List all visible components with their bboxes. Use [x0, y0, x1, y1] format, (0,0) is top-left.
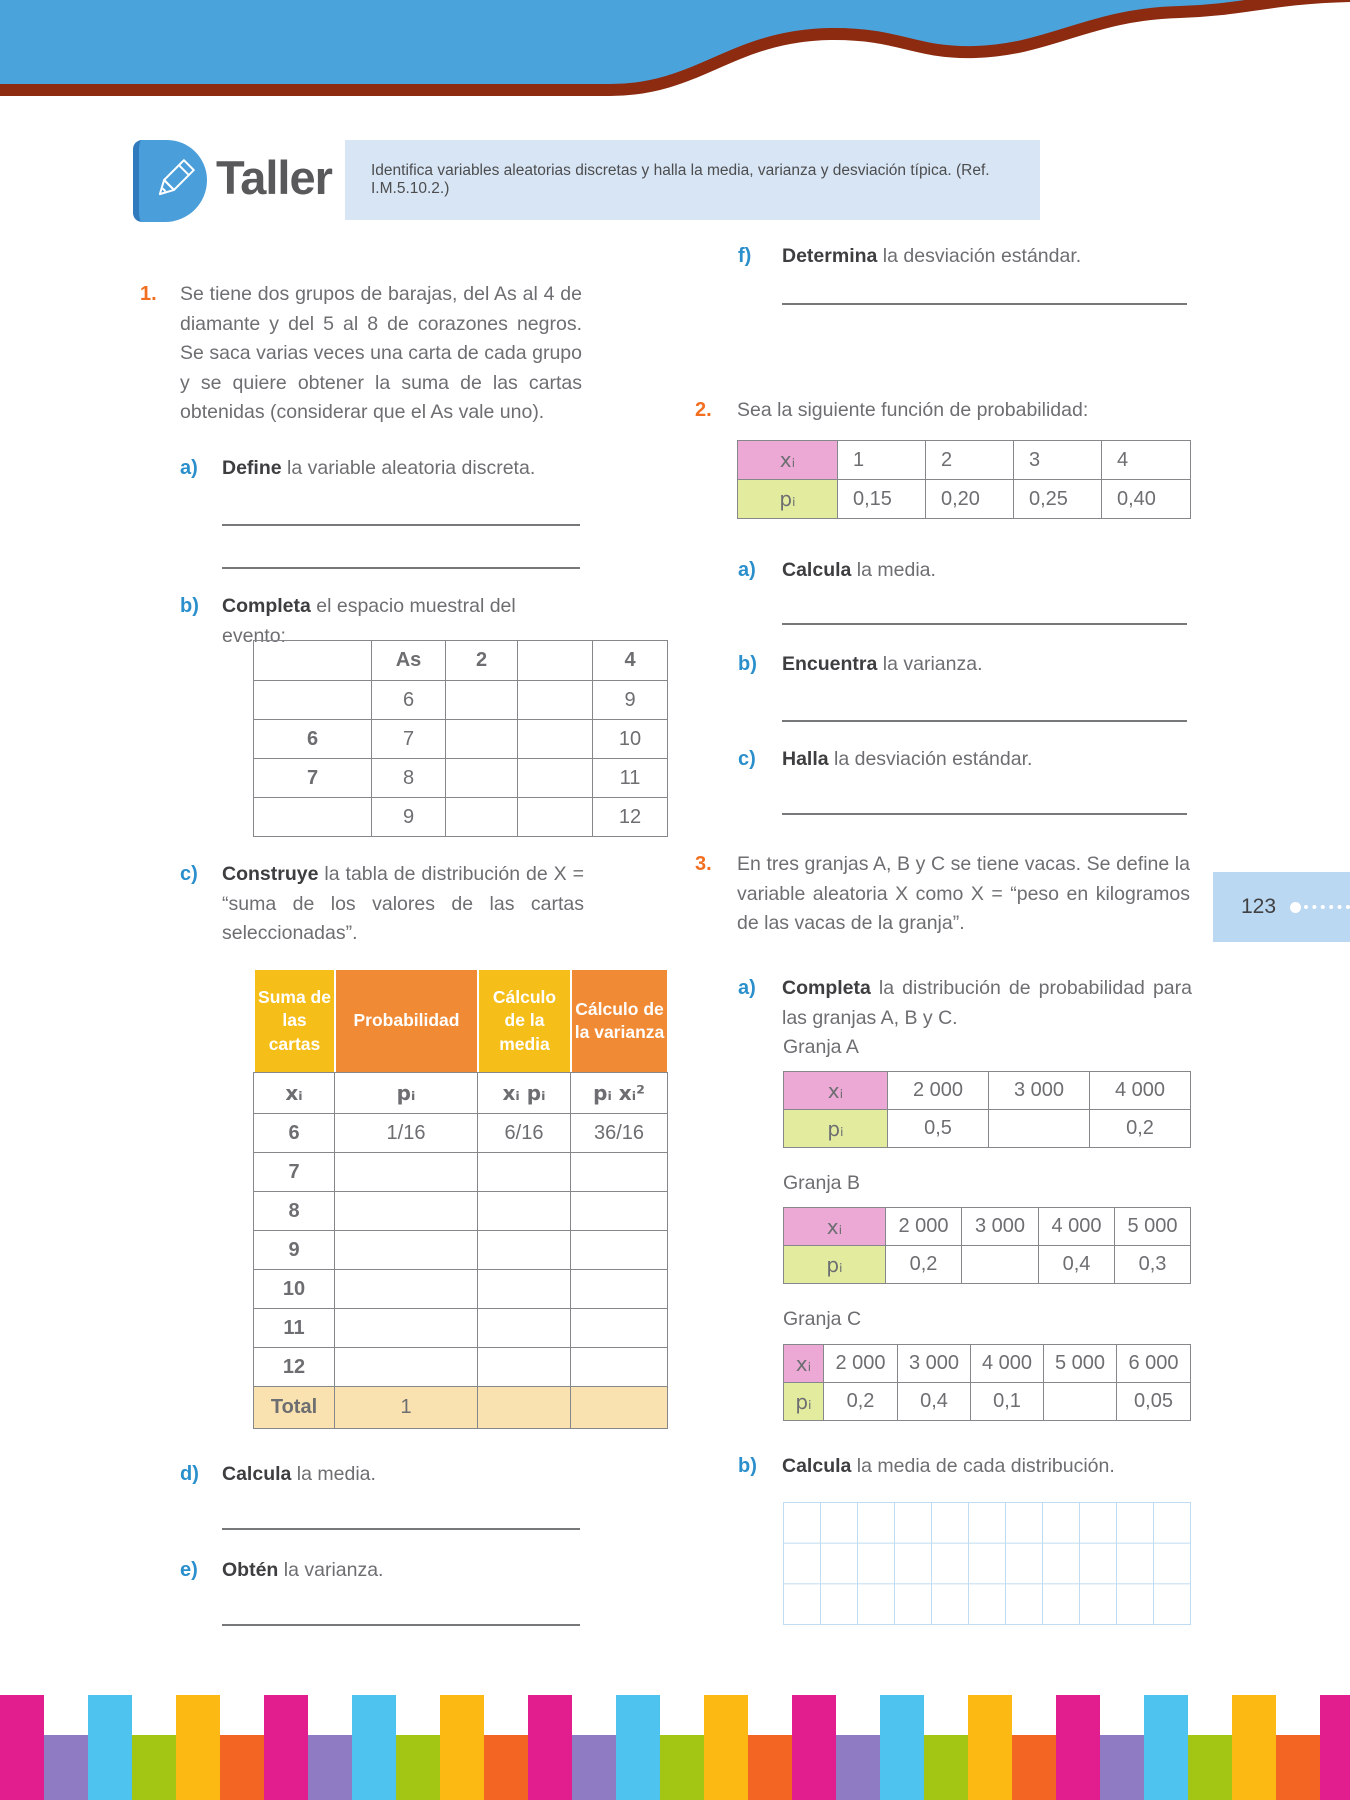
cell: 0,40: [1102, 480, 1191, 519]
cell: [518, 759, 593, 798]
answer-line: [782, 813, 1187, 815]
cell: 6 000: [1117, 1345, 1191, 1383]
row-label: xᵢ: [784, 1208, 886, 1246]
cell: [1044, 1383, 1117, 1421]
answer-line: [782, 623, 1187, 625]
cell: 0,3: [1115, 1246, 1191, 1284]
page-title: Taller: [216, 151, 332, 204]
exercise-statement: Sea la siguiente función de probabilidad:: [737, 399, 1089, 421]
cell: [335, 1348, 478, 1387]
cell: 1/16: [335, 1114, 478, 1153]
pencil-icon: [150, 156, 198, 204]
row-label: xᵢ: [738, 441, 838, 480]
cell: 0,4: [1039, 1246, 1115, 1284]
cell: 10: [254, 1270, 335, 1309]
cell: 2 000: [886, 1208, 962, 1246]
cell: 10: [593, 720, 668, 759]
cell: 9: [372, 798, 446, 837]
part-text: la desviación estándar.: [877, 245, 1082, 267]
column-header: Cálculo de la media: [478, 969, 571, 1073]
cell: 3 000: [962, 1208, 1039, 1246]
farm-b-title: Granja B: [783, 1172, 860, 1194]
cell: [478, 1153, 571, 1192]
part-2b: [738, 650, 1190, 680]
exercise-number: 1.: [140, 283, 157, 305]
cell: 0,15: [838, 480, 926, 519]
farm-b-table: [783, 1207, 1191, 1284]
part-label: a): [738, 977, 756, 999]
part-1f: [738, 242, 1190, 272]
row-label: pᵢ: [738, 480, 838, 519]
cell: [335, 1309, 478, 1348]
cell: [254, 681, 372, 720]
part-text: la varianza.: [877, 653, 983, 675]
cell: 0,4: [898, 1383, 971, 1421]
total-cell: [571, 1387, 668, 1429]
answer-line: [222, 524, 580, 526]
keyword: Obtén: [222, 1559, 279, 1581]
answer-line: [782, 720, 1187, 722]
part-text: la variable aleatoria discreta.: [281, 457, 536, 479]
cell: 12: [593, 798, 668, 837]
cell: 0,25: [1014, 480, 1102, 519]
cell: 11: [593, 759, 668, 798]
cell: [518, 798, 593, 837]
part-1e: [180, 1556, 582, 1586]
cell: 4: [593, 641, 668, 681]
farm-a-title: Granja A: [783, 1036, 859, 1058]
cell: [478, 1348, 571, 1387]
cell: [478, 1309, 571, 1348]
keyword: Construye: [222, 863, 319, 885]
cell: 5 000: [1044, 1345, 1117, 1383]
cell: [571, 1309, 668, 1348]
cell: [478, 1192, 571, 1231]
cell: 11: [254, 1309, 335, 1348]
total-cell: [478, 1387, 571, 1429]
cell: [571, 1153, 668, 1192]
cell: [335, 1192, 478, 1231]
exercise-2: [695, 396, 1190, 426]
part-1d: [180, 1460, 582, 1490]
taller-icon-badge: [133, 140, 207, 222]
cell: 8: [372, 759, 446, 798]
part-label: b): [738, 653, 757, 675]
cell: [446, 681, 518, 720]
part-text: la media de cada distribución.: [851, 1455, 1115, 1477]
probability-table: [737, 440, 1191, 519]
cell: [335, 1270, 478, 1309]
part-label: e): [180, 1559, 198, 1581]
cell: 0,2: [1090, 1110, 1191, 1148]
distribution-table-body: [253, 1072, 668, 1429]
part-text: la distribución de probabilidad para las granjas A, B y C.: [782, 977, 1192, 1029]
cell: 6/16: [478, 1114, 571, 1153]
symbol-cell: xᵢ pᵢ: [478, 1073, 571, 1114]
cell: [571, 1231, 668, 1270]
cell: 2: [926, 441, 1014, 480]
part-text: la desviación estándar.: [828, 748, 1033, 770]
cell: [446, 759, 518, 798]
part-label: d): [180, 1463, 199, 1485]
cell: [962, 1246, 1039, 1284]
sample-space-table: [253, 640, 668, 837]
cell: [335, 1231, 478, 1270]
cell: 2: [446, 641, 518, 681]
cell: 7: [372, 720, 446, 759]
cell: 6: [372, 681, 446, 720]
cell: 0,1: [971, 1383, 1044, 1421]
part-text: el espacio muestral del evento:: [222, 595, 516, 647]
farm-c-title: Granja C: [783, 1308, 862, 1330]
cell: [571, 1348, 668, 1387]
exercise-statement: Se tiene dos grupos de barajas, del As al 4 de diamante y del 5 al 8 de corazones negros. Se saca varias veces una carta de cada grupo y se quiere obtener la suma de las cartas obtenidas (considerar que el As vale uno).: [180, 283, 582, 423]
cell: As: [372, 641, 446, 681]
exercise-1: [140, 280, 582, 428]
objective-box: [345, 140, 1040, 220]
cell: [254, 641, 372, 681]
objective-text: Identifica variables aleatorias discretas y halla la media, varianza y desviación típica. (Ref. I.M.5.10.2.): [371, 162, 990, 197]
top-wave-decoration: [0, 0, 1350, 130]
cell: [571, 1270, 668, 1309]
part-3a: [738, 974, 1192, 1033]
part-1c: [180, 860, 584, 949]
keyword: Encuentra: [782, 653, 878, 675]
keyword: Determina: [782, 245, 878, 267]
distribution-table: [253, 968, 669, 1074]
cell: 0,20: [926, 480, 1014, 519]
part-label: f): [738, 245, 752, 267]
part-text: la media.: [851, 559, 936, 581]
exercise-number: 2.: [695, 399, 712, 421]
row-label: pᵢ: [784, 1383, 824, 1421]
cell: 8: [254, 1192, 335, 1231]
farm-a-table: [783, 1071, 1191, 1148]
cell: [335, 1153, 478, 1192]
total-label: Total: [254, 1387, 335, 1429]
farm-c-table: [783, 1344, 1191, 1421]
cell: [518, 681, 593, 720]
column-header: Cálculo de la varianza: [571, 969, 668, 1073]
total-cell: 1: [335, 1387, 478, 1429]
part-1a: [180, 454, 582, 484]
cell: 3 000: [989, 1072, 1090, 1110]
cell: 0,5: [888, 1110, 989, 1148]
cell: 7: [254, 1153, 335, 1192]
part-text: la tabla de distribución de X = “suma de los valores de las cartas seleccionadas”.: [222, 863, 584, 944]
cell: 1: [838, 441, 926, 480]
part-label: b): [180, 595, 199, 617]
cell: [478, 1231, 571, 1270]
part-label: b): [738, 1455, 757, 1477]
part-2a: [738, 556, 1190, 586]
cell: 6: [254, 720, 372, 759]
cell: 6: [254, 1114, 335, 1153]
bottom-bars: [0, 1735, 1350, 1800]
keyword: Calcula: [782, 559, 852, 581]
cell: 0,05: [1117, 1383, 1191, 1421]
answer-line: [222, 567, 580, 569]
part-text: la varianza.: [278, 1559, 384, 1581]
cell: 4 000: [1090, 1072, 1191, 1110]
cell: 36/16: [571, 1114, 668, 1153]
exercise-number: 3.: [695, 853, 712, 875]
part-text: la media.: [291, 1463, 376, 1485]
cell: [518, 641, 593, 681]
column-header: Suma de las cartas: [254, 969, 335, 1073]
row-label: pᵢ: [784, 1246, 886, 1284]
part-label: c): [738, 748, 756, 770]
answer-line: [222, 1528, 580, 1530]
cell: 3: [1014, 441, 1102, 480]
part-label: a): [180, 457, 198, 479]
symbol-cell: pᵢ: [335, 1073, 478, 1114]
cell: [446, 798, 518, 837]
cell: 2 000: [824, 1345, 898, 1383]
cell: [478, 1270, 571, 1309]
symbol-cell: pᵢ xᵢ²: [571, 1073, 668, 1114]
keyword: Calcula: [782, 1455, 852, 1477]
cell: 0,2: [886, 1246, 962, 1284]
keyword: Calcula: [222, 1463, 292, 1485]
symbol-cell: xᵢ: [254, 1073, 335, 1114]
cell: [254, 798, 372, 837]
grid-paper-answer-area: [783, 1502, 1191, 1625]
part-label: a): [738, 559, 756, 581]
cell: 12: [254, 1348, 335, 1387]
cell: 5 000: [1115, 1208, 1191, 1246]
cell: 4 000: [1039, 1208, 1115, 1246]
answer-line: [782, 303, 1187, 305]
row-label: xᵢ: [784, 1072, 888, 1110]
cell: [446, 720, 518, 759]
bottom-bars-tall: [0, 1695, 1350, 1735]
keyword: Halla: [782, 748, 829, 770]
exercise-3: [695, 850, 1190, 939]
row-label: xᵢ: [784, 1345, 824, 1383]
keyword: Completa: [782, 977, 871, 999]
exercise-statement: En tres granjas A, B y C se tiene vacas. Se define la variable aleatoria X como X = “peso en kilogramos de las vacas de la granja”.: [737, 853, 1190, 934]
cell: 9: [254, 1231, 335, 1270]
page-tab: [1213, 872, 1350, 942]
part-3b: [738, 1452, 1192, 1482]
keyword: Completa: [222, 595, 311, 617]
row-label: pᵢ: [784, 1110, 888, 1148]
column-header: Probabilidad: [335, 969, 478, 1073]
cell: 0,2: [824, 1383, 898, 1421]
cell: [571, 1192, 668, 1231]
cell: [518, 720, 593, 759]
cell: 9: [593, 681, 668, 720]
cell: 4: [1102, 441, 1191, 480]
dotted-line: [1304, 905, 1350, 909]
cell: [989, 1110, 1090, 1148]
cell: 3 000: [898, 1345, 971, 1383]
cell: 2 000: [888, 1072, 989, 1110]
part-2c: [738, 745, 1190, 775]
part-label: c): [180, 863, 198, 885]
cell: 4 000: [971, 1345, 1044, 1383]
dot-icon: [1290, 902, 1301, 913]
page-number: 123: [1241, 895, 1277, 918]
answer-line: [222, 1624, 580, 1626]
cell: 7: [254, 759, 372, 798]
keyword: Define: [222, 457, 282, 479]
